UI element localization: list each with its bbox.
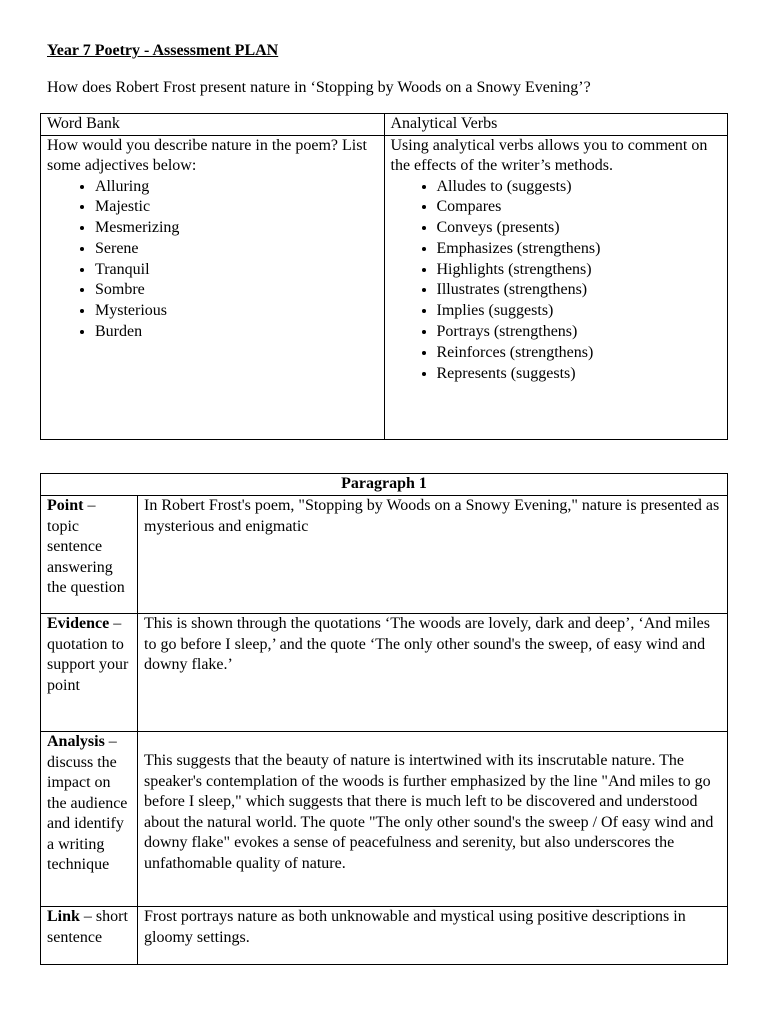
list-item: • Represents (suggests) [437,364,722,385]
table-row [41,496,728,614]
table-row [41,907,728,965]
list-item: • Implies (suggests) [437,301,722,322]
row-label-rest: – quotation to support your point [47,615,129,694]
link-label [41,907,138,965]
list-item: • Majestic [95,197,378,218]
list-item: • Serene [95,239,378,260]
list-item: • Highlights (strengthens) [437,260,722,281]
row-label-rest: – topic sentence answering the question [47,497,125,596]
analytical-verbs-cell [384,135,728,439]
analytical-verbs-heading: Analytical Verbs [384,114,728,136]
verb-list [391,177,722,385]
list-item: • Compares [437,197,722,218]
word-bank-cell [41,135,385,439]
row-label-rest: – short sentence [47,908,128,946]
page-title: Year 7 Poetry - Assessment PLAN [47,42,279,59]
row-label-bold: Evidence [47,615,110,632]
list-item: • Mysterious [95,301,378,322]
adjective-list [47,177,378,343]
table-row [41,732,728,907]
evidence-content: This is shown through the quotations ‘The woods are lovely, dark and deep’, ‘And miles to go before I sleep,’ and the quote ‘The only other sound's the sweep, of easy wind and downy flake.’ [138,614,728,732]
list-item: • Illustrates (strengthens) [437,280,722,301]
list-item: • Alludes to (suggests) [437,177,722,198]
list-item: • Tranquil [95,260,378,281]
list-item: • Burden [95,322,378,343]
point-content: In Robert Frost's poem, "Stopping by Woods on a Snowy Evening," nature is presented as mysterious and enigmatic [138,496,728,614]
paragraph-table [40,473,728,965]
row-label-bold: Link [47,908,80,925]
analysis-label [41,732,138,907]
word-bank-heading: Word Bank [41,114,385,136]
point-label [41,496,138,614]
word-bank-intro: How would you describe nature in the poem? List some adjectives below: [47,136,367,174]
row-label-bold: Analysis [47,733,105,750]
list-item: • Alluring [95,177,378,198]
analysis-text: This suggests that the beauty of nature is intertwined with its inscrutable nature. The speaker's contemplation of the woods is further emphasized by the line "And miles to go before I sleep," which suggests that there is much left to be discovered and understood about the natural world. The quote "The only other sound's the sweep / Of easy wind and downy flake" evokes a sense of peacefulness and serenity, but also underscores the unfathomable quality of nature. [144,752,714,872]
evidence-label [41,614,138,732]
planning-table [40,113,728,440]
list-item: • Mesmerizing [95,218,378,239]
list-item: • Sombre [95,280,378,301]
analysis-content [138,732,728,907]
row-label-bold: Point [47,497,84,514]
list-item: • Portrays (strengthens) [437,322,722,343]
analytical-verbs-intro: Using analytical verbs allows you to comment on the effects of the writer’s methods. [390,136,708,174]
table-row [41,614,728,732]
row-label-rest: – discuss the impact on the audience and identify a writing technique [47,733,128,873]
paragraph-heading: Paragraph 1 [41,474,728,496]
list-item: • Emphasizes (strengthens) [437,239,722,260]
link-content: Frost portrays nature as both unknowable and mystical using positive descriptions in gloomy settings. [138,907,728,965]
list-item: • Conveys (presents) [437,218,722,239]
essay-question: How does Robert Frost present nature in ‘Stopping by Woods on a Snowy Evening’? [47,79,591,96]
list-item: • Reinforces (strengthens) [437,343,722,364]
